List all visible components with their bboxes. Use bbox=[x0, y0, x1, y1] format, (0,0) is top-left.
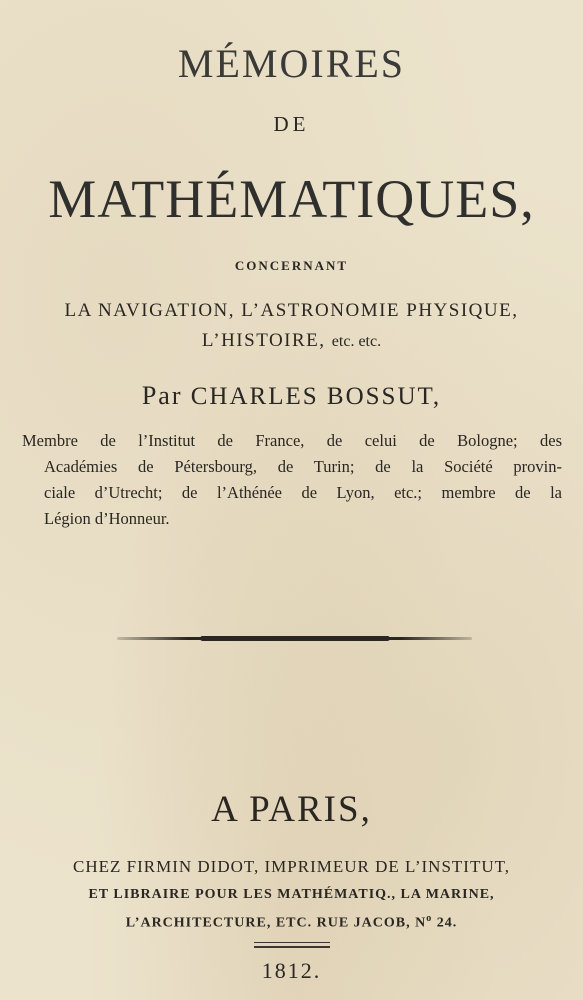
subjects-line-1: LA NAVIGATION, L’ASTRONOMIE PHYSIQUE, bbox=[64, 300, 519, 321]
affiliation-line: Légion d’Honneur. bbox=[44, 509, 170, 528]
title-de: DE bbox=[273, 112, 310, 136]
affiliation-line: Académies de Pétersbourg, de Turin; de la Société provin- bbox=[44, 457, 562, 476]
title-mathematiques: MATHÉMATIQUES, bbox=[48, 169, 535, 229]
subjects-histoire: L’HISTOIRE, bbox=[201, 330, 326, 351]
publisher-line-1: CHEZ FIRMIN DIDOT, IMPRIMEUR DE L’INSTITUT, bbox=[73, 857, 510, 876]
title-memoires: MÉMOIRES bbox=[177, 41, 406, 86]
publisher-address: L’ARCHITECTURE, ETC. RUE JACOB, N bbox=[125, 915, 427, 931]
publisher-number: 24. bbox=[432, 915, 458, 931]
publisher-number-sign: o bbox=[426, 913, 433, 924]
author-par: Par bbox=[141, 381, 183, 410]
year-rule-thick bbox=[254, 946, 330, 948]
publisher-line-2: ET LIBRAIRE POUR LES MATHÉMATIQ., LA MARINE, bbox=[88, 887, 495, 902]
author-affiliations bbox=[22, 428, 562, 532]
author-name: CHARLES BOSSUT, bbox=[190, 383, 442, 410]
concernant-label: CONCERNANT bbox=[234, 258, 349, 273]
year-rule-thin bbox=[254, 942, 330, 943]
subjects-line-2 bbox=[0, 330, 583, 352]
subjects-etc: etc. etc. bbox=[331, 333, 382, 350]
author-line bbox=[0, 381, 583, 411]
imprint-year: 1812. bbox=[261, 958, 322, 983]
affiliation-line: Membre de l’Institut de France, de celui de Bologne; des bbox=[22, 431, 562, 450]
ornamental-rule-center bbox=[200, 636, 390, 641]
publisher-line-3 bbox=[0, 913, 583, 932]
affiliation-line: ciale d’Utrecht; de l’Athénée de Lyon, etc.; membre de la bbox=[44, 483, 562, 502]
imprint-place: A PARIS, bbox=[211, 789, 372, 830]
